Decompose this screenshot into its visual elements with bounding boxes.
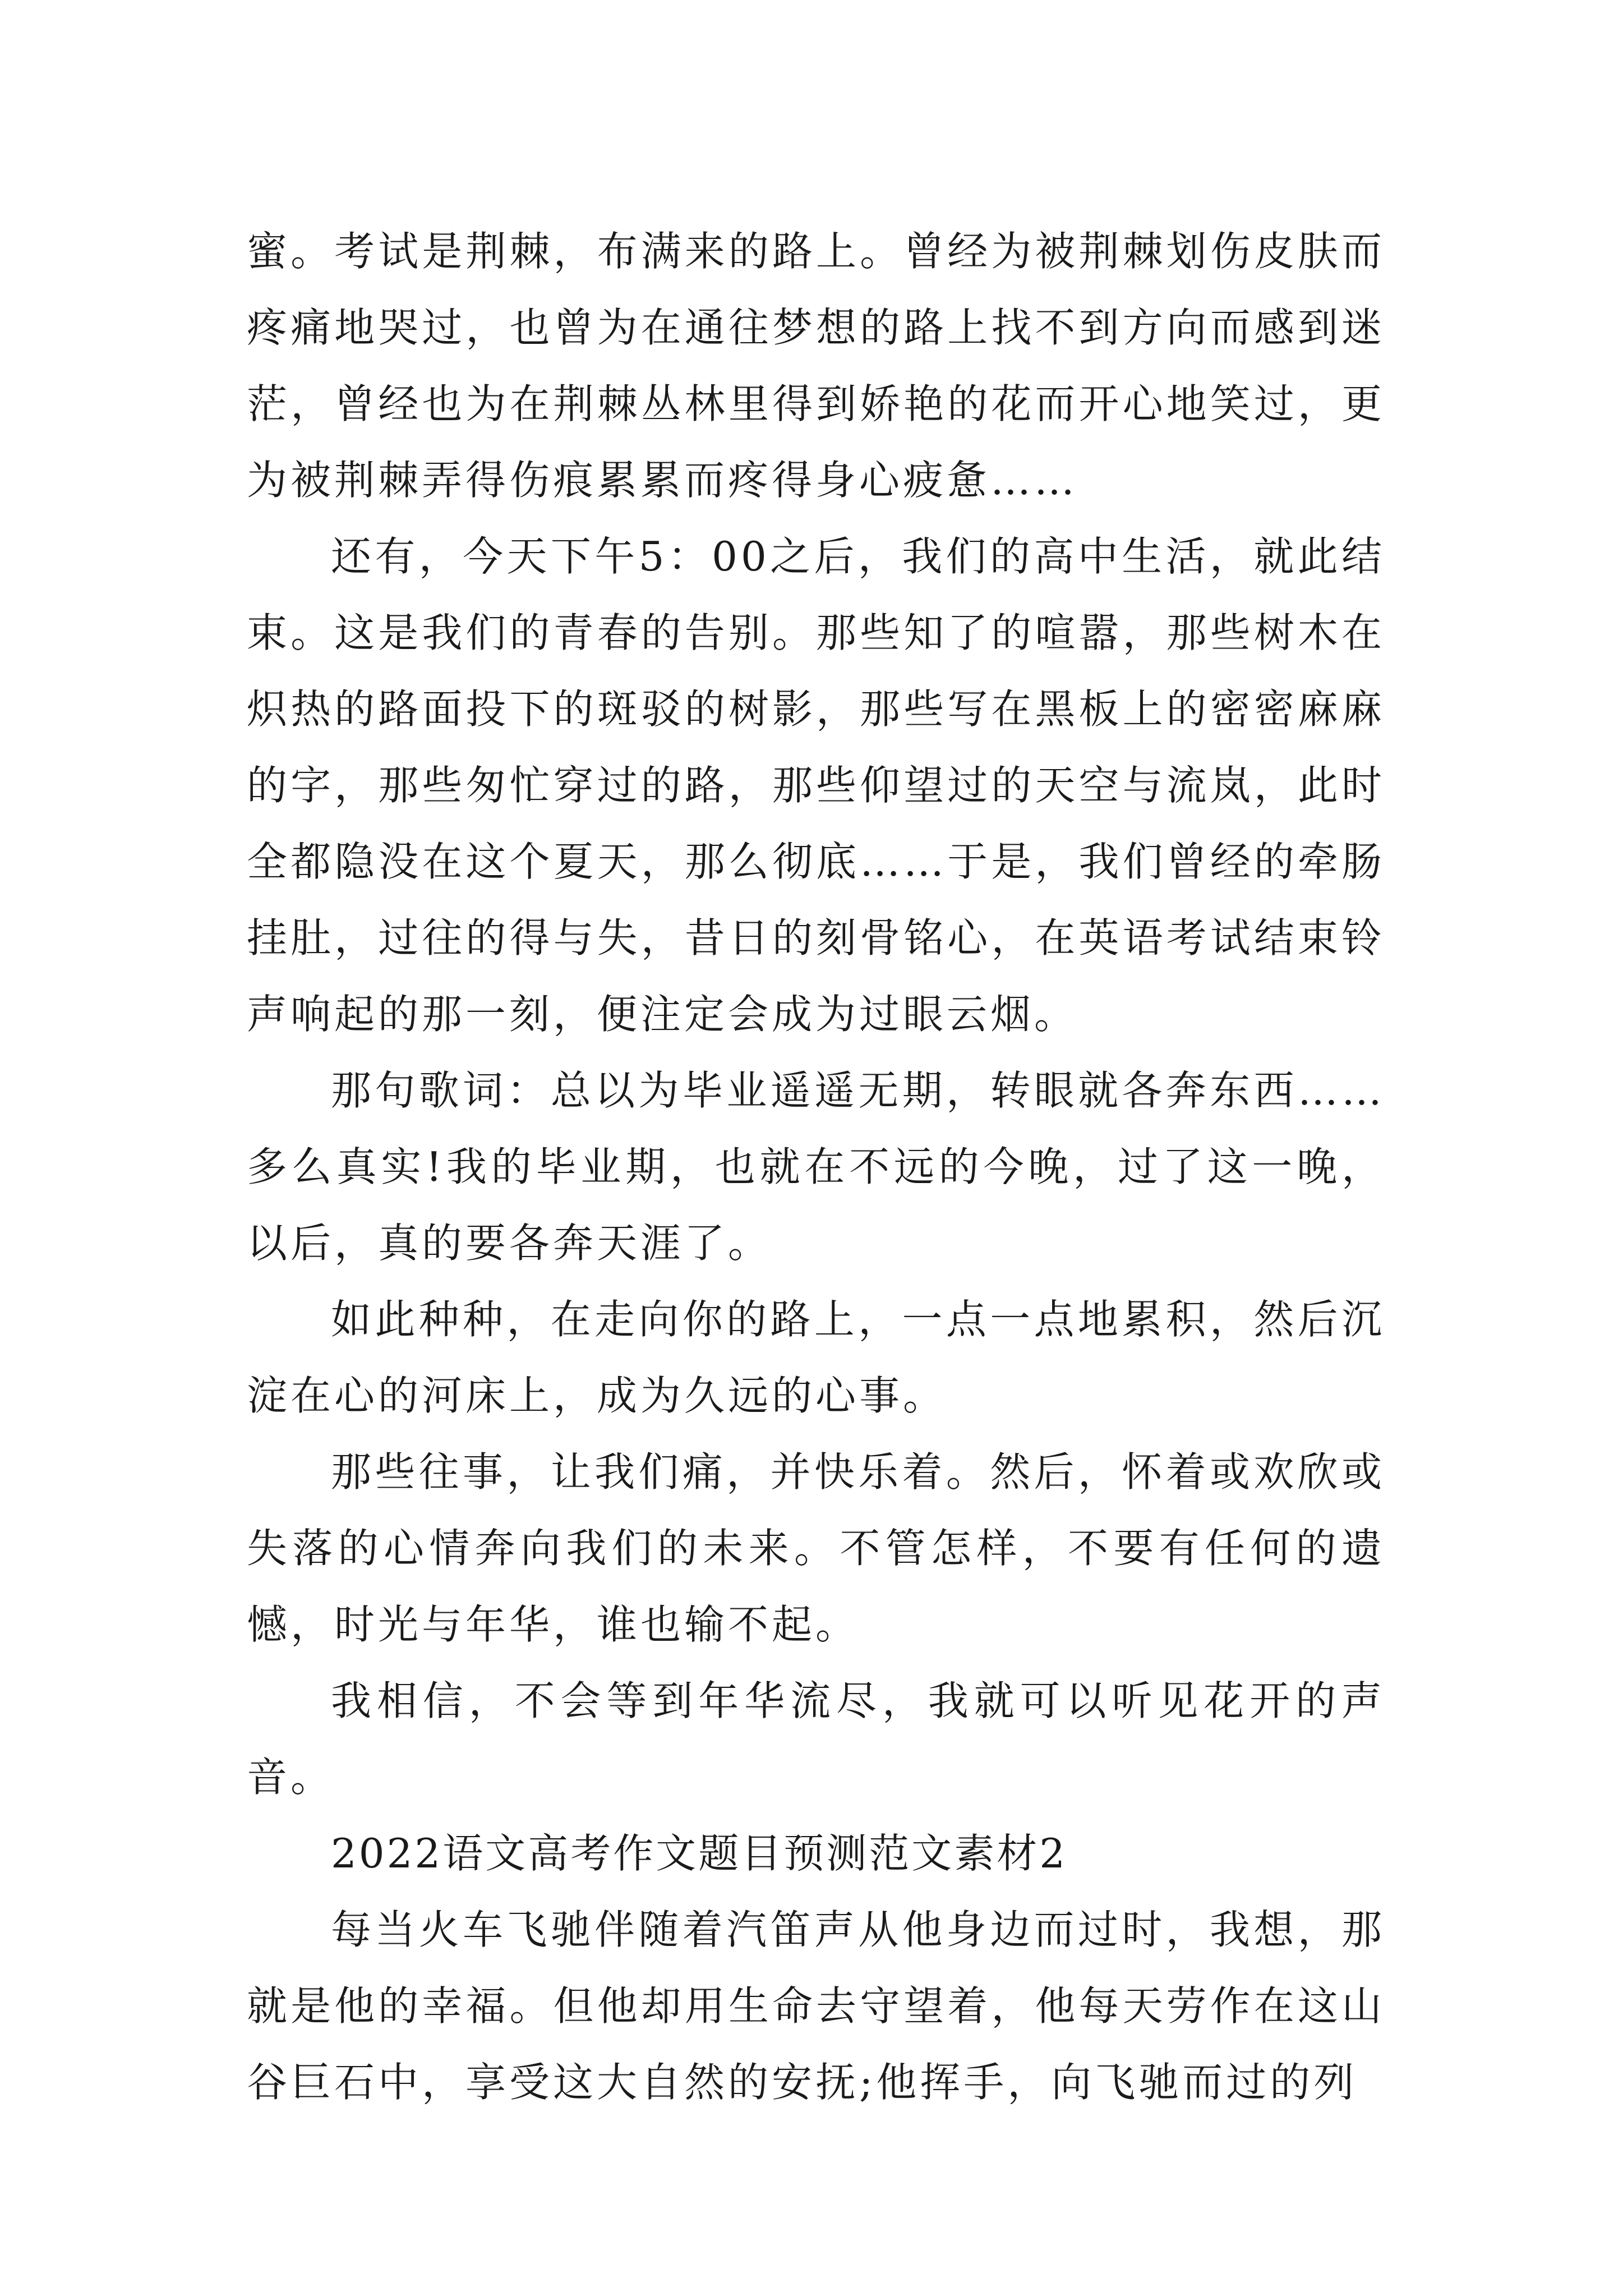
paragraph: 每当火车飞驰伴随着汽笛声从他身边而过时，我想，那就是他的幸福。但他却用生命去守望着，他每天劳作在这山谷巨石中，享受这大自然的安抚;他挥手，向飞驰而过的列 [247,1906,1385,2106]
section-heading: 2022语文高考作文题目预测范文素材2 [331,1830,1068,1877]
paragraph: 还有，今天下午5：00之后，我们的高中生活，就此结束。这是我们的青春的告别。那些知了的喧嚣，那些树木在炽热的路面投下的斑驳的树影，那些写在黑板上的密密麻麻的字，那些匆忙穿过的路，那些仰望过的天空与流岚，此时全都隐没在这个夏天，那么彻底……于是，我们曾经的牵肠挂肚，过往的得与失，昔日的刻骨铭心，在英语考试结束铃声响起的那一刻，便注定会成为过眼云烟。 [247,533,1385,1038]
paragraph-continuation: 蜜。考试是荆棘，布满来的路上。曾经为被荆棘划伤皮肤而疼痛地哭过，也曾为在通往梦想的路上找不到方向而感到迷茫，曾经也为在荆棘丛林里得到娇艳的花而开心地笑过，更为被荆棘弄得伤痕累累而疼得身心疲惫…… [247,228,1385,504]
document-body [247,213,1385,2120]
paragraph: 那些往事，让我们痛，并快乐着。然后，怀着或欢欣或失落的心情奔向我们的未来。不管怎样，不要有任何的遗憾，时光与年华，谁也输不起。 [247,1448,1385,1648]
paragraph: 那句歌词：总以为毕业遥遥无期，转眼就各奔东西……多么真实!我的毕业期，也就在不远的今晚，过了这一晚，以后，真的要各奔天涯了。 [247,1067,1385,1267]
paragraph: 我相信，不会等到年华流尽，我就可以听见花开的声音。 [247,1677,1385,1801]
paragraph: 如此种种，在走向你的路上，一点一点地累积，然后沉淀在心的河床上，成为久远的心事。 [247,1296,1385,1419]
